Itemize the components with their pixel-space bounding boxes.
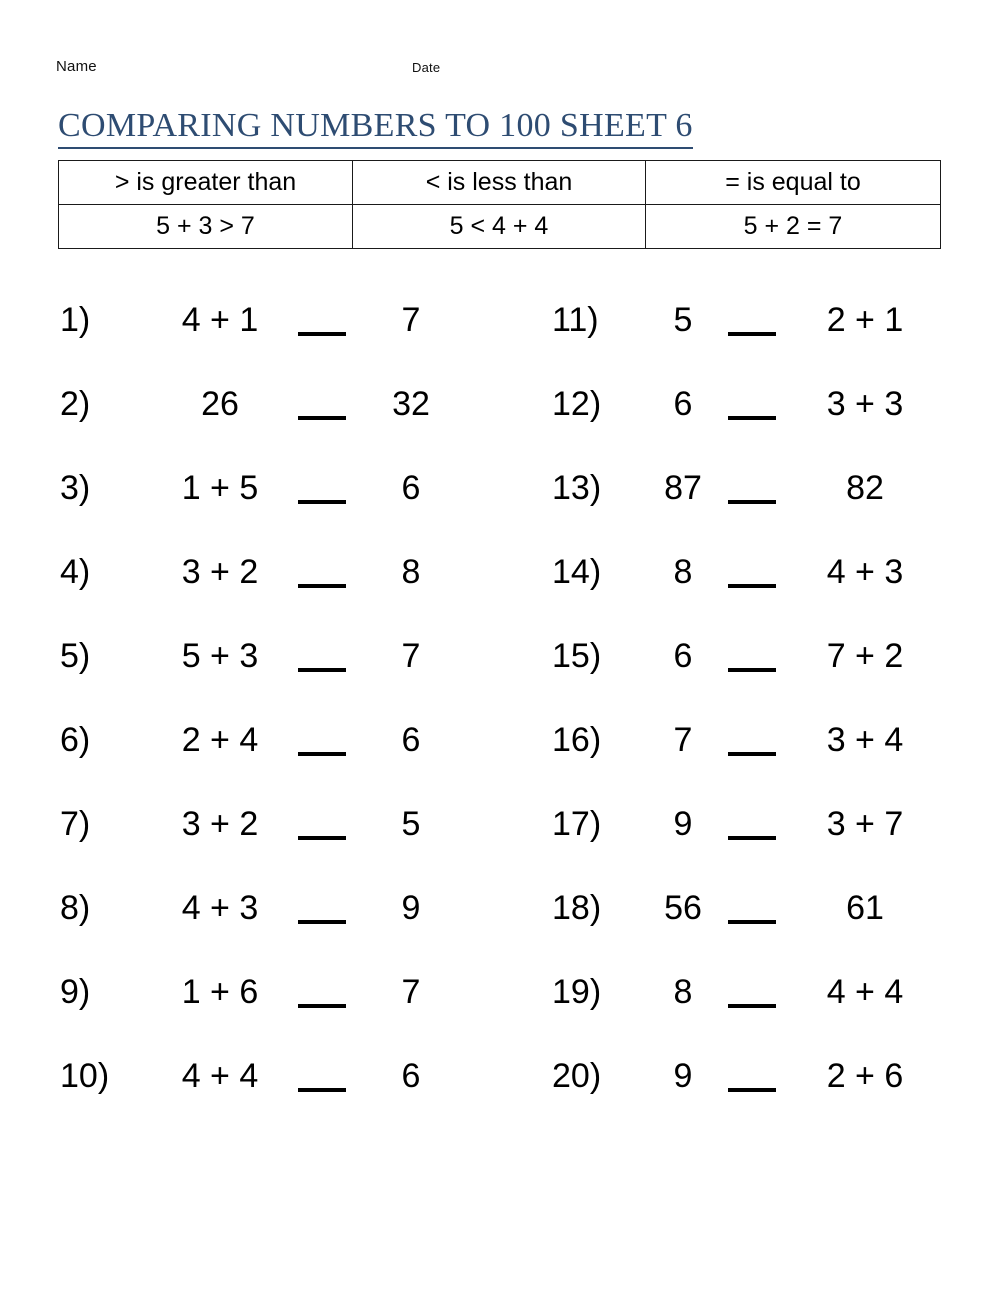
problem-left-operand: 1 + 6 — [181, 973, 259, 1011]
problem-number: 5) — [60, 637, 91, 675]
legend-example-equal-to: 5 + 2 = 7 — [646, 205, 941, 249]
problem-number: 16) — [552, 721, 602, 759]
answer-blank-line — [728, 584, 776, 588]
problem-right-operand: 6 — [401, 1057, 421, 1095]
legend-header-less-than: < is less than — [353, 161, 646, 205]
problem-left-operand: 9 — [673, 805, 693, 843]
answer-blank[interactable] — [728, 1054, 780, 1092]
problem-number: 19) — [552, 973, 602, 1011]
problem-number: 4) — [60, 553, 91, 591]
problem-number: 1) — [60, 301, 91, 339]
problem-left-operand: 87 — [664, 469, 702, 507]
problem-number: 3) — [60, 469, 91, 507]
answer-blank-line — [728, 836, 776, 840]
problem-left-operand: 4 + 4 — [181, 1057, 259, 1095]
page-title: COMPARING NUMBERS TO 100 SHEET 6 — [58, 106, 693, 149]
problem-number: 15) — [552, 637, 602, 675]
answer-blank[interactable] — [728, 382, 780, 420]
answer-blank-line — [728, 416, 776, 420]
problem-right-operand: 32 — [392, 385, 430, 423]
problem-left-operand: 4 + 1 — [181, 301, 259, 339]
problem-row — [0, 970, 1000, 1054]
problem-right-operand: 7 — [401, 973, 421, 1011]
problem-right-operand: 82 — [846, 469, 884, 507]
problem-right-operand: 5 — [401, 805, 421, 843]
problem-number: 14) — [552, 553, 602, 591]
problem-number: 9) — [60, 973, 91, 1011]
problem-right-operand: 2 + 1 — [826, 301, 904, 339]
legend-example-less-than: 5 < 4 + 4 — [353, 205, 646, 249]
problem-right-operand: 4 + 3 — [826, 553, 904, 591]
problem-number: 7) — [60, 805, 91, 843]
problem-right-operand: 61 — [846, 889, 884, 927]
problem-left-operand: 2 + 4 — [181, 721, 259, 759]
answer-blank-line — [728, 1088, 776, 1092]
answer-blank[interactable] — [728, 802, 780, 840]
answer-blank[interactable] — [728, 466, 780, 504]
problem-right-operand: 3 + 4 — [826, 721, 904, 759]
answer-blank-line — [728, 500, 776, 504]
problem-row — [0, 886, 1000, 970]
problem-row — [0, 550, 1000, 634]
problems-column-right — [0, 298, 1000, 1138]
problem-number: 8) — [60, 889, 91, 927]
answer-blank[interactable] — [728, 970, 780, 1008]
problem-left-operand: 3 + 2 — [181, 805, 259, 843]
problem-left-operand: 5 — [673, 301, 693, 339]
problem-right-operand: 7 + 2 — [826, 637, 904, 675]
problem-number: 13) — [552, 469, 602, 507]
problem-right-operand: 8 — [401, 553, 421, 591]
problem-row — [0, 802, 1000, 886]
problem-row — [0, 466, 1000, 550]
problem-left-operand: 3 + 2 — [181, 553, 259, 591]
problem-number: 20) — [552, 1057, 602, 1095]
answer-blank-line — [728, 752, 776, 756]
problem-left-operand: 56 — [664, 889, 702, 927]
legend-header-greater-than: > is greater than — [59, 161, 353, 205]
problem-right-operand: 2 + 6 — [826, 1057, 904, 1095]
legend-example-greater-than: 5 + 3 > 7 — [59, 205, 353, 249]
problem-left-operand: 6 — [673, 637, 693, 675]
problem-left-operand: 5 + 3 — [181, 637, 259, 675]
problem-left-operand: 8 — [673, 973, 693, 1011]
answer-blank[interactable] — [728, 634, 780, 672]
legend-header-equal-to: = is equal to — [646, 161, 941, 205]
problem-left-operand: 9 — [673, 1057, 693, 1095]
problem-row — [0, 718, 1000, 802]
problem-right-operand: 6 — [401, 469, 421, 507]
problem-number: 2) — [60, 385, 91, 423]
name-label: Name — [56, 58, 97, 75]
problem-row — [0, 382, 1000, 466]
problem-right-operand: 9 — [401, 889, 421, 927]
symbol-legend-table — [58, 160, 941, 249]
answer-blank[interactable] — [728, 886, 780, 924]
problem-row — [0, 634, 1000, 718]
answer-blank[interactable] — [728, 298, 780, 336]
problem-left-operand: 4 + 3 — [181, 889, 259, 927]
problem-right-operand: 6 — [401, 721, 421, 759]
problem-left-operand: 1 + 5 — [181, 469, 259, 507]
answer-blank[interactable] — [728, 718, 780, 756]
problem-left-operand: 6 — [673, 385, 693, 423]
answer-blank-line — [728, 332, 776, 336]
legend-example-row — [59, 205, 941, 249]
problem-right-operand: 7 — [401, 301, 421, 339]
legend-header-row — [59, 161, 941, 205]
date-label: Date — [412, 60, 441, 75]
worksheet-header — [56, 58, 936, 80]
problem-left-operand: 7 — [673, 721, 693, 759]
problem-row — [0, 298, 1000, 382]
problem-number: 17) — [552, 805, 602, 843]
answer-blank-line — [728, 920, 776, 924]
problem-right-operand: 7 — [401, 637, 421, 675]
problem-number: 6) — [60, 721, 91, 759]
answer-blank-line — [728, 668, 776, 672]
answer-blank[interactable] — [728, 550, 780, 588]
problem-number: 12) — [552, 385, 602, 423]
problem-number: 10) — [60, 1057, 110, 1095]
problem-number: 18) — [552, 889, 602, 927]
problem-left-operand: 26 — [201, 385, 239, 423]
answer-blank-line — [728, 1004, 776, 1008]
problem-right-operand: 4 + 4 — [826, 973, 904, 1011]
problem-right-operand: 3 + 3 — [826, 385, 904, 423]
problem-row — [0, 1054, 1000, 1138]
problem-left-operand: 8 — [673, 553, 693, 591]
problem-right-operand: 3 + 7 — [826, 805, 904, 843]
problem-number: 11) — [552, 301, 599, 339]
